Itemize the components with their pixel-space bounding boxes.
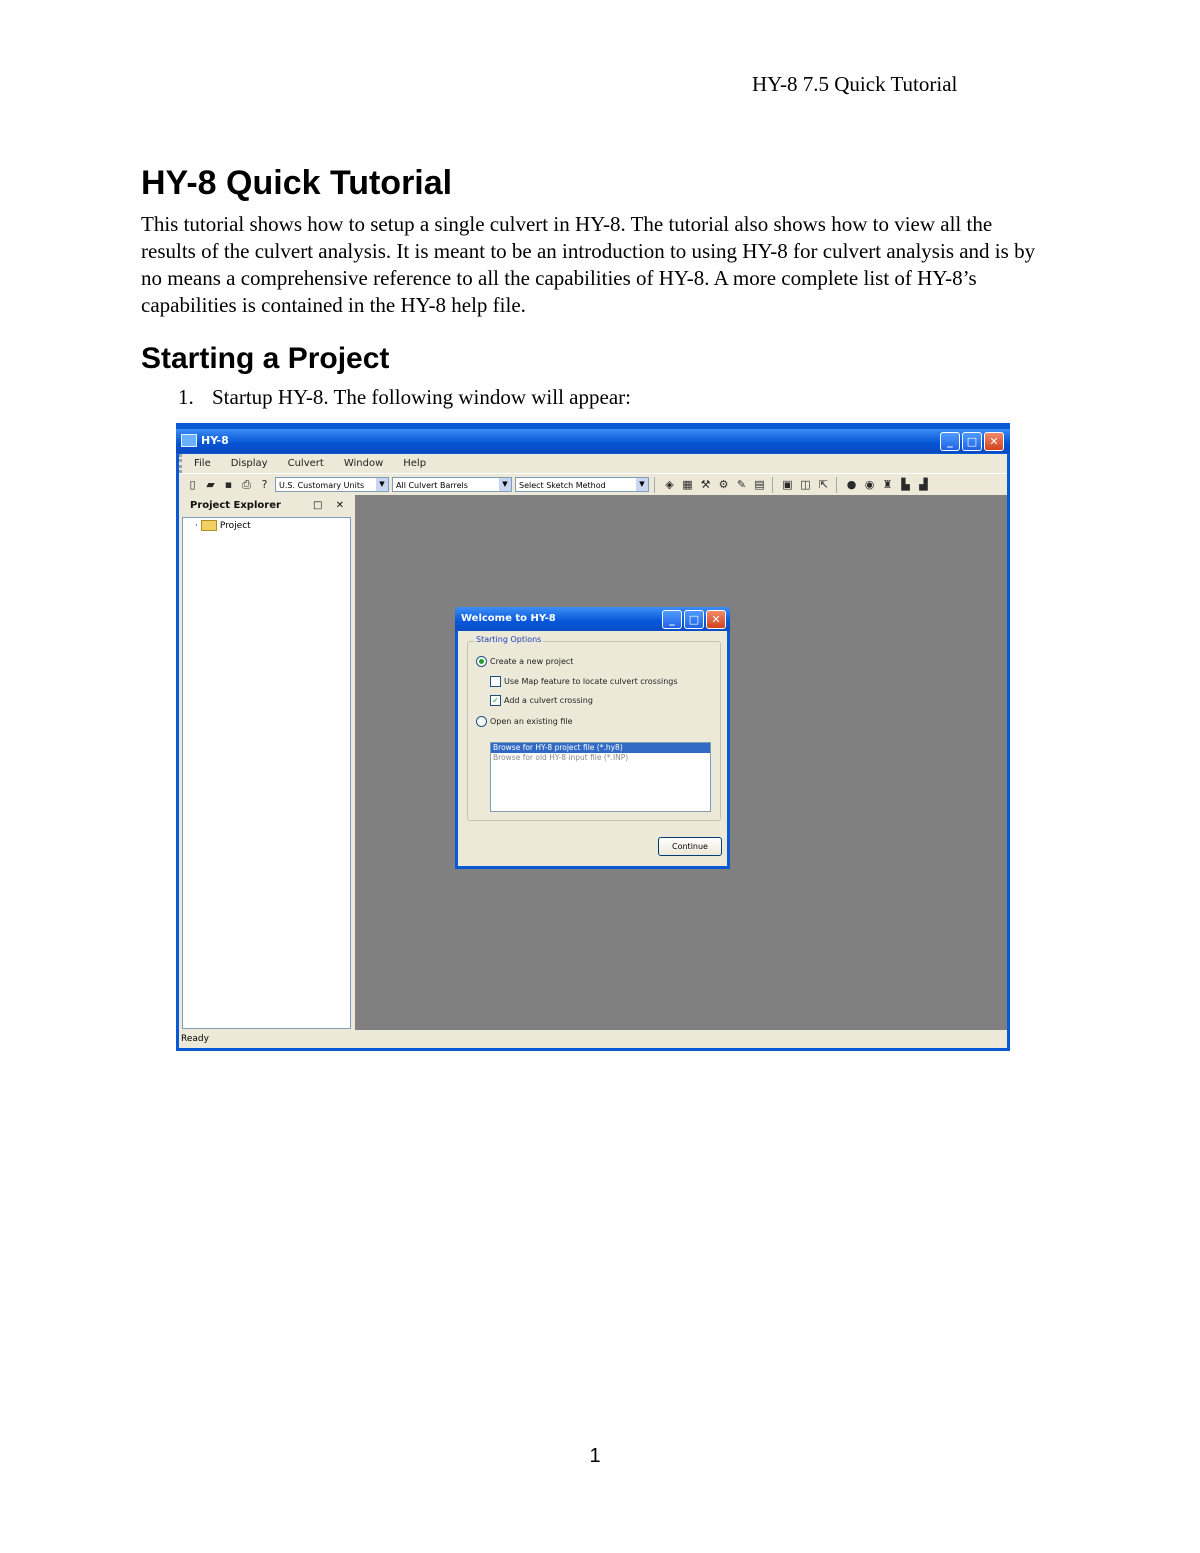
step-number: 1. (178, 385, 194, 409)
step-1 (178, 385, 631, 410)
help-icon[interactable]: ? (261, 478, 268, 491)
chevron-down-icon: ▼ (499, 478, 511, 491)
toolbar (179, 473, 1007, 495)
menu-window[interactable]: Window (343, 458, 384, 469)
project-explorer-header (179, 497, 355, 515)
document-title: HY-8 Quick Tutorial (141, 164, 453, 202)
dialog-titlebar (455, 607, 730, 631)
close-icon[interactable]: ✕ (706, 610, 726, 629)
app-titlebar (176, 429, 1010, 453)
continue-button[interactable]: Continue (658, 837, 722, 856)
running-header: HY-8 7.5 Quick Tutorial (752, 72, 958, 96)
close-icon[interactable]: ✕ (984, 432, 1004, 451)
check-icon[interactable]: ✎ (736, 478, 747, 491)
project-explorer-panel (179, 495, 355, 1030)
chevron-down-icon: ▼ (376, 478, 388, 491)
table-icon[interactable]: ▦ (682, 478, 693, 491)
toolbar-separator (654, 477, 657, 493)
window-controls (940, 432, 1004, 451)
project-tree (182, 517, 351, 1029)
dialog-body (458, 631, 727, 866)
gear-icon[interactable]: ⚙ (718, 478, 729, 491)
tree-node-label: Project (219, 520, 251, 531)
step-text: Startup HY-8. The following window will appear: (212, 385, 631, 409)
sketch-method-select[interactable]: Select Sketch Method ▼ (515, 477, 649, 492)
save-icon[interactable]: ▪ (224, 478, 233, 491)
trash-icon[interactable]: ♜ (882, 478, 893, 491)
menu-file[interactable]: File (194, 458, 211, 469)
crossing-icon[interactable]: ◈ (665, 478, 674, 491)
menu-help[interactable]: Help (403, 458, 427, 469)
minimize-icon[interactable]: _ (662, 610, 682, 629)
menu-culvert[interactable]: Culvert (287, 458, 324, 469)
app-icon (181, 434, 197, 447)
folder-icon (201, 520, 217, 531)
print-icon[interactable]: ⎙ (242, 477, 251, 491)
page-number: 1 (589, 1445, 601, 1467)
menu-bar (179, 454, 1007, 473)
units-select[interactable]: U.S. Customary Units ▼ (275, 477, 389, 492)
list-item[interactable]: Browse for old HY-8 input file (*.INP) (493, 753, 629, 762)
project-explorer-title: Project Explorer (190, 500, 281, 511)
image-icon[interactable]: ▙ (901, 478, 910, 491)
intro-paragraph: This tutorial shows how to setup a single culvert in HY-8. The tutorial also shows how to view all the results of the culvert analysis. It is meant to be an introduction to using HY-8 for culvert analysis and is by no means a comprehensive reference to all the capabilities of HY-8. A more complete list of HY-8’s capabilities is contained in the HY-8 help file. (141, 212, 1036, 317)
status-text: Ready (181, 1034, 209, 1044)
checkbox-checked-icon[interactable]: ✓ (490, 695, 501, 706)
report-icon[interactable]: ▤ (754, 478, 765, 491)
menu-display[interactable]: Display (230, 458, 268, 469)
option-use-map[interactable]: Use Map feature to locate culvert crossings (490, 676, 678, 687)
chevron-down-icon: ▼ (636, 478, 648, 491)
radio-selected-icon[interactable] (476, 656, 487, 667)
option-open-existing[interactable]: Open an existing file (476, 716, 573, 727)
pointer-icon[interactable]: ⇱ (818, 478, 829, 491)
export-icon[interactable]: ▟ (919, 478, 928, 491)
toolbar-separator (836, 477, 839, 493)
tree-node-project[interactable] (195, 520, 251, 531)
panel-controls[interactable]: □ ✕ (312, 500, 349, 511)
minimize-icon[interactable]: _ (940, 432, 960, 451)
tree-expander-icon[interactable]: · (195, 520, 198, 531)
globe-icon[interactable]: ● (846, 478, 857, 491)
status-bar (179, 1030, 1007, 1048)
option-create-project[interactable]: Create a new project (476, 656, 573, 667)
maximize-icon[interactable]: □ (962, 432, 982, 451)
radio-icon[interactable] (476, 716, 487, 727)
barrels-select[interactable]: All Culvert Barrels ▼ (392, 477, 512, 492)
zoom-icon[interactable]: ◫ (800, 478, 811, 491)
starting-options-group (467, 635, 721, 821)
toolbar-separator (772, 477, 775, 493)
list-item[interactable]: Browse for HY-8 project file (*.hy8) (491, 743, 710, 753)
file-type-list[interactable] (490, 742, 711, 812)
maximize-icon[interactable]: □ (684, 610, 704, 629)
checkbox-icon[interactable] (490, 676, 501, 687)
welcome-dialog (455, 607, 730, 869)
view-icon[interactable]: ▣ (782, 478, 793, 491)
earth-icon[interactable]: ◉ (864, 478, 875, 491)
dialog-window-controls (662, 610, 726, 629)
section-title: Starting a Project (141, 342, 390, 375)
open-folder-icon[interactable]: ▰ (206, 478, 215, 491)
option-add-crossing[interactable]: ✓ Add a culvert crossing (490, 695, 593, 706)
new-file-icon[interactable]: ▯ (189, 478, 196, 491)
group-label: Starting Options (476, 635, 542, 644)
dialog-title: Welcome to HY-8 (461, 613, 556, 624)
app-title: HY-8 (201, 434, 229, 447)
tool-icon[interactable]: ⚒ (700, 478, 711, 491)
